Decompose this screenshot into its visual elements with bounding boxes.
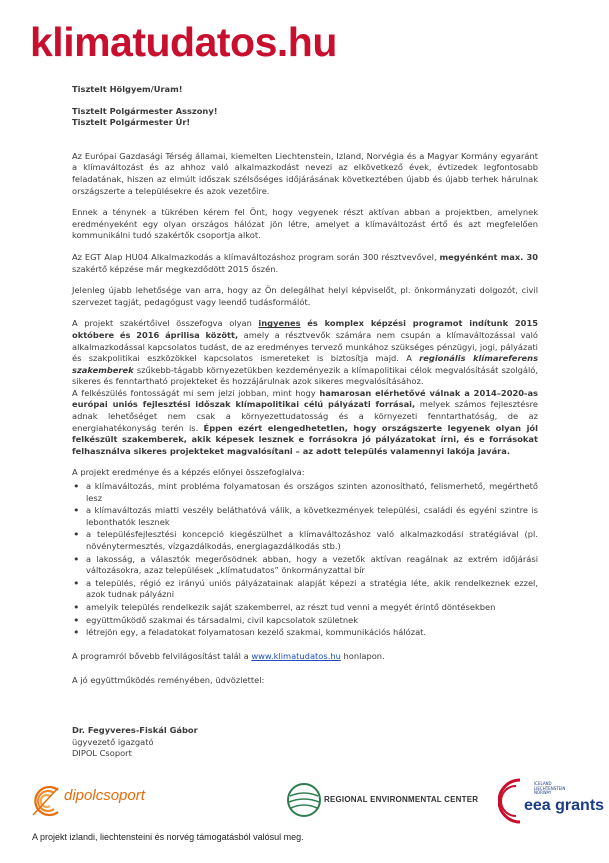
emphasis: hamarosan elérhetővé válnak a 2014–2020-as európai uniós fejlesztési időszak klímapolitikai célú pályázati forrásai, — [72, 387, 538, 410]
emphasis: és komplex képzési programot indítunk 2015 októbere és 2016 áprilisa között, — [72, 318, 539, 340]
footnote: A projekt izlandi, liechtensteini és norvég támogatásból valósul meg. — [32, 832, 304, 842]
eea-countries-text: ICELAND LIECHTENSTEIN NORWAY — [534, 781, 566, 796]
signer-org: DIPOL Csoport — [72, 748, 132, 759]
list-item: • együttműködő szakmai és társadalmi, civil kapcsolatok születnek — [86, 615, 538, 627]
summary-intro: A projekt eredménye és a képzés előnyei összefoglalva: — [72, 467, 305, 478]
list-item: • a településfejlesztési koncepció kiegészülhet a klímaváltozáshoz való alkalmazkodási stratégiával (pl. növénytermesztés, vízgazdálkodás, energiagazdálkodás stb.) — [86, 529, 538, 552]
salutation: Tisztelt Polgármester Asszony! — [72, 105, 218, 116]
text: A felkészülés fontosságát mi sem jelzi jobban, mint hogy — [72, 387, 316, 398]
list-item: • a lakosság, a választók megerősödnek abban, hogy a vezetők aktívan reagálnak az extrém időjárási változásokra, azaz települések „klímatudatos” önkormányzattal bír — [86, 554, 538, 577]
letter-body — [72, 84, 538, 760]
list-item: • a klímaváltozás miatti veszély beláthatóvá válik, a következmények települési, családi és egyéni szintre is lebonthatók lesznek — [86, 505, 538, 528]
text: melyek számos fejlesztésre adnak lehetőséget nem csak a környezettudatosság és a környezeti fenntarthatóság, de az energiahatékonyság terén is. — [72, 399, 538, 433]
salutation: Tisztelt Hölgyem/Uram! — [72, 84, 183, 94]
text: szakértő képzése már megkezdődött 2015 őszén. — [72, 263, 279, 274]
rec-logo-text: REGIONAL ENVIRONMENTAL CENTER — [324, 795, 479, 804]
emphasis: regionális klímareferens szakemberek — [72, 353, 539, 375]
closing: A jó együttműködés reményében, üdvözlettel: — [72, 675, 265, 686]
list-item: • létrejön egy, a feladatokat folyamatosan kezelő szakmai, kommunikációs hálózat. — [86, 627, 538, 639]
text: A programról bővebb felvilágosítást talál a — [72, 650, 249, 661]
paragraph: Jelenleg újabb lehetősége van arra, hogy az Ön delegálhat helyi képviselőt, pl. önkormányzati dolgozót, civil szervezet tagját, pedagógust vagy leendő tudásformálót. — [72, 285, 538, 307]
more-info — [72, 651, 538, 663]
text: A projekt szakértőivel összefogva olyan — [72, 318, 252, 329]
salutation: Tisztelt Polgármester Úr! — [72, 117, 191, 128]
paragraph: Ennek a ténynek a tükrében kérem fel Önt, hogy vegyenek részt aktívan abban a projektben, amelynek eredményeként egy olyan országos hálózat jön létre, amelyet a klímaváltozást értő és azt megfelelően kommunikálni tudó szakértők csoportja alkot. — [72, 207, 538, 241]
website-link[interactable]: www.klimatudatos.hu — [251, 650, 341, 661]
eea-logo-text: eea grants — [524, 797, 605, 814]
sponsor-logos — [0, 770, 609, 830]
signer-name: Dr. Fegyveres-Fiskál Gábor — [72, 724, 198, 735]
dipol-logo-text: dipolcsoport — [64, 787, 145, 804]
emphasis: megyénként max. 30 — [439, 251, 539, 262]
paragraph — [72, 388, 538, 458]
paragraph: Az Európai Gazdasági Térség államai, kiemelten Liechtenstein, Izland, Norvégia és a Magyar Kormány egyaránt a klímaváltozást és az ahhoz való alkalmazkodást nevezi az elkövetkező évek, évtizedek legfontosabb feladatának, hiszen az elmúlt időszak szélsőséges időjárásának következtében újabb és újabb terhek hárulnak országszerte a településekre és azok vezetőire. — [72, 150, 538, 196]
text: honlapon. — [343, 650, 385, 661]
emphasis: Éppen ezért elengedhetetlen, hogy országszerte legyenek olyan jól felkészült szakemberek, akik képesek lesznek e forrásokra jó pályázatokat írni, és e forrásokat felhasználva sikeres projekteket magvalósítani – az adott település valamennyi lakója javára. — [72, 422, 538, 456]
brand-logo: klimatudatos.hu — [30, 19, 337, 65]
signer-title: ügyvezető igazgató — [72, 736, 154, 747]
text: amely a résztvevők számára nem csupán a klímaváltozással való alkalmazkodással kapcsolatos tudást, de az eredményes tervező munkához szükséges pénzügyi, jogi, pályázati és szakpolitikai eszközökkel kapcsolatos ismereteket is biztosítja majd. A — [72, 329, 538, 364]
paragraph — [72, 318, 538, 388]
list-item: • a település, régió ez irányú uniós pályázatainak alapját képezi a stratégia léte, akik rendelkeznek ezzel, azok tudnak pályázni — [86, 578, 538, 601]
list-item: • amelyik település rendelkezik saját szakemberrel, az részt tud venni a megyét érintő döntésekben — [86, 602, 538, 614]
text: szűkebb-tágabb környezetükben kezdeményezik a klímapolitikai célok megvalósítását szolgáló, sikeres és fenntartható projekteket és hozzájárulnak azok sikeres megvalósításához. — [72, 364, 539, 387]
benefit-list — [72, 481, 538, 639]
paragraph — [72, 252, 538, 275]
emphasis: ingyenes — [258, 318, 301, 329]
list-item: • a klímaváltozás, mint probléma folyamatosan és országos szinten azonosítható, felismerhető, megérthető lesz — [86, 481, 538, 504]
text: Az EGT Alap HU04 Alkalmazkodás a klímaváltozáshoz program során 300 résztvevővel, — [72, 251, 437, 262]
